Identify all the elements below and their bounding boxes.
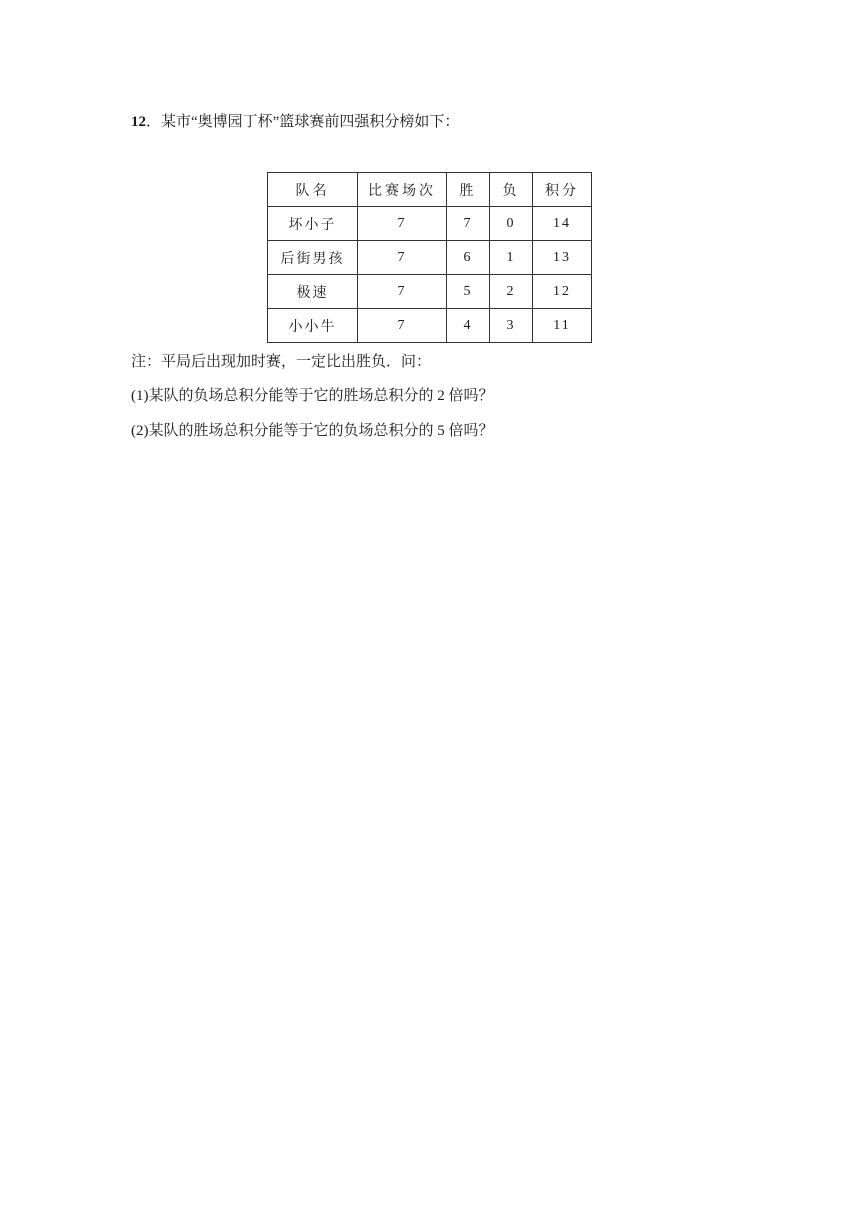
standings-table bbox=[267, 172, 592, 343]
question-separator: ． bbox=[146, 114, 162, 130]
team-name-cell: 小小牛 bbox=[268, 309, 358, 343]
games-played-cell: 7 bbox=[358, 275, 447, 309]
table-row bbox=[268, 241, 592, 275]
subquestion-2: (2)某队的胜场总积分能等于它的负场总积分的 5 倍吗？ bbox=[131, 423, 494, 439]
header-team-name: 队名 bbox=[268, 173, 358, 207]
header-games-played: 比赛场次 bbox=[358, 173, 447, 207]
wins-cell: 5 bbox=[447, 275, 490, 309]
table-row bbox=[268, 309, 592, 343]
points-cell: 13 bbox=[533, 241, 592, 275]
games-played-cell: 7 bbox=[358, 309, 447, 343]
games-played-cell: 7 bbox=[358, 241, 447, 275]
losses-cell: 2 bbox=[490, 275, 533, 309]
subquestion-1: (1)某队的负场总积分能等于它的胜场总积分的 2 倍吗？ bbox=[131, 388, 494, 404]
team-name-cell: 极速 bbox=[268, 275, 358, 309]
table-row bbox=[268, 275, 592, 309]
points-cell: 14 bbox=[533, 207, 592, 241]
points-cell: 11 bbox=[533, 309, 592, 343]
losses-cell: 0 bbox=[490, 207, 533, 241]
losses-cell: 1 bbox=[490, 241, 533, 275]
question-text: 某市“奥博园丁杯”篮球赛前四强积分榜如下： bbox=[161, 114, 460, 130]
losses-cell: 3 bbox=[490, 309, 533, 343]
header-wins: 胜 bbox=[447, 173, 490, 207]
header-losses: 负 bbox=[490, 173, 533, 207]
table-header-row bbox=[268, 173, 592, 207]
wins-cell: 7 bbox=[447, 207, 490, 241]
header-points: 积分 bbox=[533, 173, 592, 207]
question-number: 12 bbox=[131, 114, 146, 130]
wins-cell: 6 bbox=[447, 241, 490, 275]
question-title bbox=[131, 112, 459, 132]
wins-cell: 4 bbox=[447, 309, 490, 343]
note-text: 注：平局后出现加时赛，一定比出胜负．问： bbox=[131, 354, 432, 370]
points-cell: 12 bbox=[533, 275, 592, 309]
games-played-cell: 7 bbox=[358, 207, 447, 241]
team-name-cell: 坏小子 bbox=[268, 207, 358, 241]
team-name-cell: 后街男孩 bbox=[268, 241, 358, 275]
table-row bbox=[268, 207, 592, 241]
